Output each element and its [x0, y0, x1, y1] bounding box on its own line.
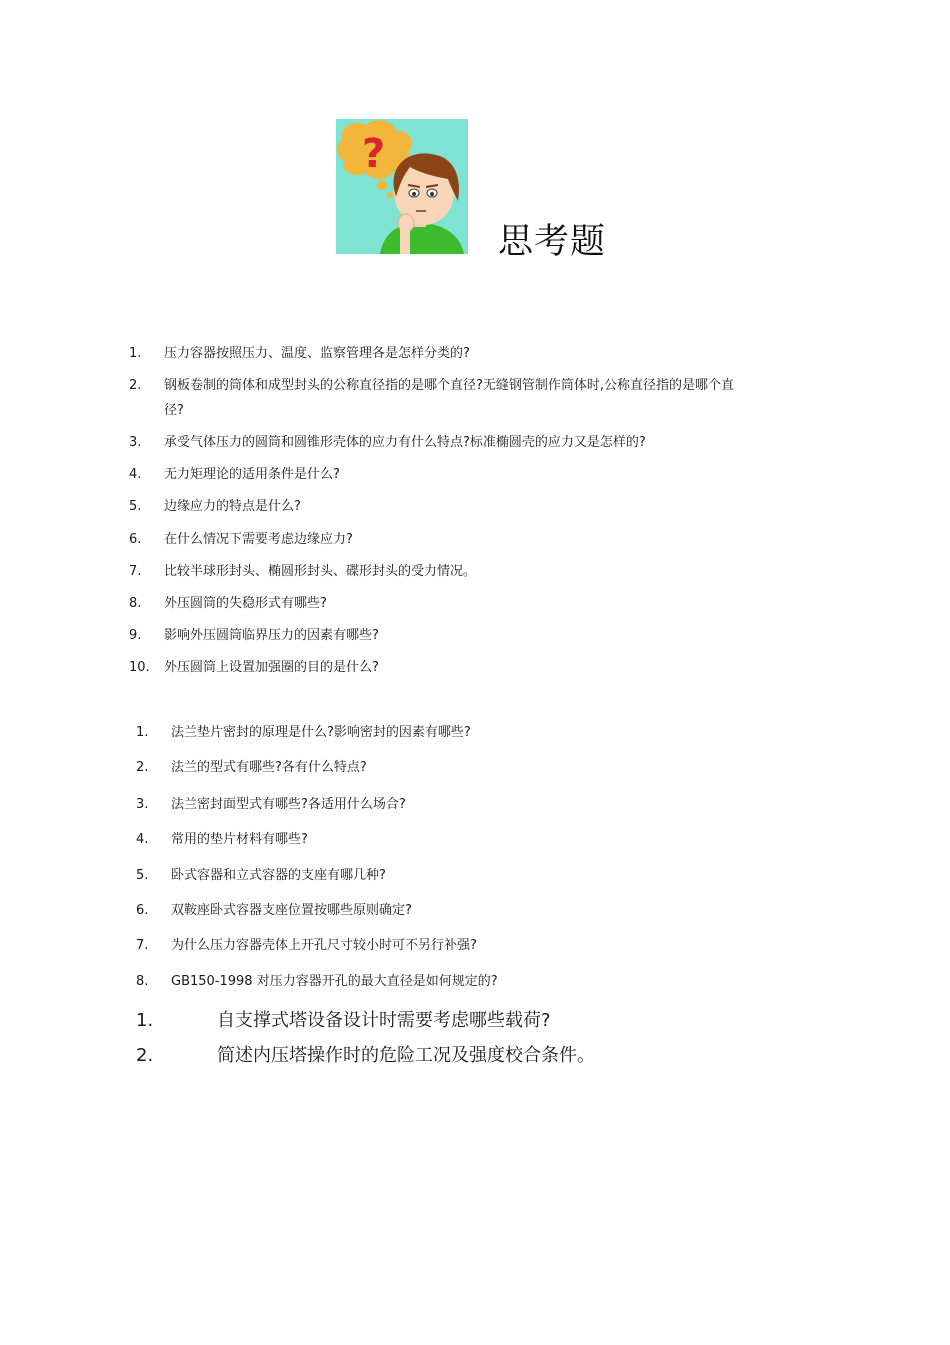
question-text: 外压圆筒上设置加强圈的目的是什么?	[164, 660, 379, 675]
question-mark-icon: ?	[362, 131, 386, 177]
question-number: 2.	[129, 378, 142, 393]
question-text: 比较半球形封头、椭圆形封头、碟形封头的受力情况。	[164, 564, 477, 579]
question-text: 边缘应力的特点是什么?	[164, 499, 301, 514]
question-text: 钢板卷制的筒体和成型封头的公称直径指的是哪个直径?无缝钢管制作筒体时,公称直径指的是哪个直径?	[164, 378, 735, 418]
question-text: 法兰密封面型式有哪些?各适用什么场合?	[171, 797, 406, 812]
question-number: 4.	[129, 467, 142, 482]
question-text: 在什么情况下需要考虑边缘应力?	[164, 532, 353, 547]
question-number: 8.	[136, 974, 149, 989]
question-number: 3.	[129, 435, 142, 450]
question-text: 影响外压圆筒临界压力的因素有哪些?	[164, 628, 379, 643]
question-text: 压力容器按照压力、温度、监察管理各是怎样分类的?	[164, 346, 470, 361]
question-number: 3.	[136, 797, 149, 812]
question-text: 卧式容器和立式容器的支座有哪几种?	[171, 868, 386, 883]
question-number: 9.	[129, 628, 142, 643]
question-text: 常用的垫片材料有哪些?	[171, 832, 308, 847]
question-number: 6.	[129, 532, 142, 547]
question-number: 2.	[136, 760, 149, 775]
question-text: 简述内压塔操作时的危险工况及强度校合条件。	[217, 1045, 595, 1066]
question-number: 1.	[136, 725, 149, 740]
question-number: 1.	[129, 346, 142, 361]
question-text: 双鞍座卧式容器支座位置按哪些原则确定?	[171, 903, 412, 918]
question-number: 7.	[129, 564, 142, 579]
question-text: 外压圆筒的失稳形式有哪些?	[164, 596, 327, 611]
question-number: 8.	[129, 596, 142, 611]
thinking-child-illustration	[336, 119, 468, 254]
question-text: 法兰的型式有哪些?各有什么特点?	[171, 760, 367, 775]
question-text: GB150-1998 对压力容器开孔的最大直径是如何规定的?	[171, 974, 498, 989]
question-text: 法兰垫片密封的原理是什么?影响密封的因素有哪些?	[171, 725, 471, 740]
question-number: 6.	[136, 903, 149, 918]
question-number: 2.	[136, 1045, 154, 1066]
question-number: 7.	[136, 938, 149, 953]
question-text: 承受气体压力的圆筒和圆锥形壳体的应力有什么特点?标准椭圆壳的应力又是怎样的?	[164, 435, 646, 450]
question-number: 5.	[129, 499, 142, 514]
question-text: 为什么压力容器壳体上开孔尺寸较小时可不另行补强?	[171, 938, 477, 953]
question-text: 自支撑式塔设备设计时需要考虑哪些载荷?	[217, 1010, 551, 1031]
question-number: 5.	[136, 868, 149, 883]
question-number: 4.	[136, 832, 149, 847]
question-number: 10.	[129, 660, 150, 675]
question-text: 无力矩理论的适用条件是什么?	[164, 467, 340, 482]
question-number: 1.	[136, 1010, 154, 1031]
page-title: 思考题	[498, 222, 607, 262]
